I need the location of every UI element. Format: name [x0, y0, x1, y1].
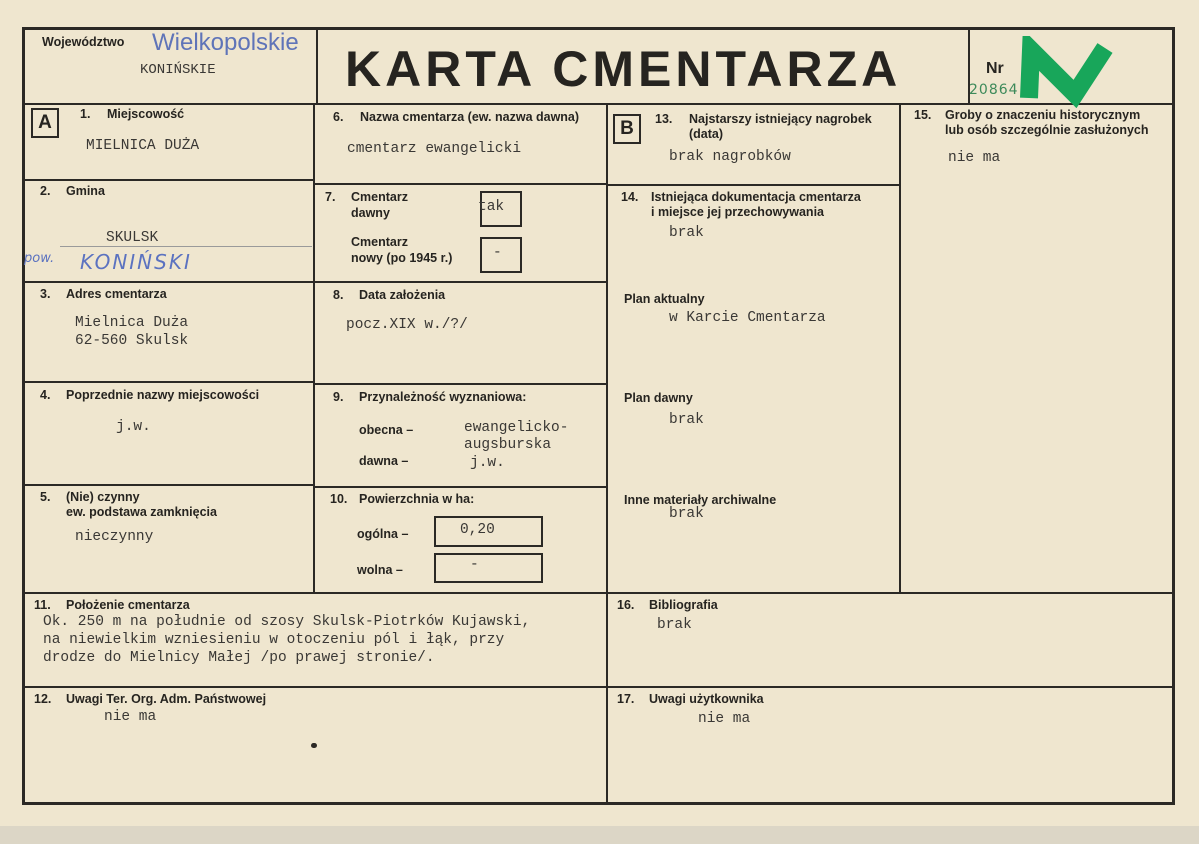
field-13-label-2: (data): [689, 127, 724, 141]
row-divider-col2-2: [314, 281, 607, 283]
field-13-value: brak nagrobków: [669, 149, 791, 165]
field-2-value: SKULSK: [106, 230, 159, 246]
field-9-former-value: j.w.: [470, 455, 505, 471]
field-10-number: 10.: [330, 492, 348, 506]
field-12-label: Uwagi Ter. Org. Adm. Państwowej: [66, 692, 267, 706]
field-9-current-label: obecna –: [359, 423, 414, 437]
field-7-new-label-2: nowy (po 1945 r.): [351, 251, 453, 265]
section-b-letter: B: [613, 114, 641, 144]
field-2-handwritten-underline: [60, 246, 312, 247]
field-9-former-label: dawna –: [359, 454, 409, 468]
field-14-label-2: i miejsce jej przechowywania: [651, 205, 824, 219]
field-17-value: nie ma: [698, 711, 751, 727]
field-2-number: 2.: [40, 184, 51, 198]
field-4-label: Poprzednie nazwy miejscowości: [66, 388, 260, 402]
field-7-old-label-1: Cmentarz: [351, 190, 408, 204]
field-11-number: 11.: [34, 598, 51, 612]
green-checkmark-icon: [1015, 36, 1125, 108]
field-11-label: Położenie cmentarza: [66, 598, 190, 612]
field-17-label: Uwagi użytkownika: [649, 692, 764, 706]
voivodeship-stamp: Wielkopolskie: [152, 29, 299, 56]
field-5-label-2: ew. podstawa zamknięcia: [66, 505, 217, 519]
plan-current-value: w Karcie Cmentarza: [669, 310, 826, 326]
field-11-line-2: na niewielkim wzniesieniu w otoczeniu pól i łąk, przy: [43, 632, 505, 648]
col-divider-3: [899, 103, 901, 593]
field-17-number: 17.: [617, 692, 635, 706]
field-2-handwritten-prefix: pow.: [24, 251, 55, 266]
field-9-current-value-1: ewangelicko-: [464, 420, 569, 436]
field-7-old-label-2: dawny: [351, 206, 390, 220]
field-2-handwritten-value: KONIŃSKI: [80, 250, 192, 274]
field-15-label-2: lub osób szczególnie zasłużonych: [945, 123, 1149, 137]
outer-border-left: [22, 27, 25, 805]
field-1-label: Miejscowość: [107, 107, 185, 121]
field-13-label-1: Najstarszy istniejący nagrobek: [689, 112, 872, 126]
row-divider-bottom-2: [22, 686, 1175, 688]
field-10-free-box: [434, 553, 543, 583]
field-11-line-1: Ok. 250 m na południe od szosy Skulsk-Piotrków Kujawski,: [43, 614, 531, 630]
field-16-value: brak: [657, 617, 692, 633]
field-14-label-1: Istniejąca dokumentacja cmentarza: [651, 190, 861, 204]
nr-label: Nr: [986, 60, 1004, 77]
plan-old-label: Plan dawny: [624, 391, 693, 405]
field-9-label: Przynależność wyznaniowa:: [359, 390, 527, 404]
field-3-number: 3.: [40, 287, 51, 301]
field-10-total-value: 0,20: [460, 522, 495, 538]
row-divider-col1-2: [22, 281, 314, 283]
field-10-total-label: ogólna –: [357, 527, 409, 541]
field-7-new-label-1: Cmentarz: [351, 235, 408, 249]
plan-old-value: brak: [669, 412, 704, 428]
field-6-number: 6.: [333, 110, 344, 124]
field-1-number: 1.: [80, 107, 91, 121]
field-6-value: cmentarz ewangelicki: [347, 141, 522, 157]
field-8-value: pocz.XIX w./?/: [346, 317, 468, 333]
card-title: KARTA CMENTARZA: [345, 41, 902, 97]
field-16-number: 16.: [617, 598, 635, 612]
section-a-letter: A: [31, 108, 59, 138]
field-7-number: 7.: [325, 190, 336, 204]
field-1-value: MIELNICA DUŻA: [86, 138, 200, 154]
field-15-number: 15.: [914, 108, 932, 122]
row-divider-col1-3: [22, 381, 314, 383]
field-4-number: 4.: [40, 388, 51, 402]
field-14-value: brak: [669, 225, 704, 241]
field-3-label: Adres cmentarza: [66, 287, 167, 301]
field-10-label: Powierzchnia w ha:: [359, 492, 475, 506]
field-6-label: Nazwa cmentarza (ew. nazwa dawna): [360, 110, 580, 124]
field-11-line-3: drodze do Mielnicy Małej /po prawej stronie/.: [43, 650, 435, 666]
field-9-current-value-2: augsburska: [464, 437, 552, 453]
field-8-number: 8.: [333, 288, 344, 302]
row-divider-col2-3: [314, 383, 607, 385]
nr-handwritten: 20864: [969, 82, 1019, 98]
row-divider-col1-1: [22, 179, 314, 181]
col-divider-1: [313, 103, 315, 593]
col-divider-2: [606, 103, 608, 803]
plan-current-label: Plan aktualny: [624, 292, 705, 306]
field-10-free-value: -: [470, 557, 479, 573]
field-14-number: 14.: [621, 190, 639, 204]
field-16-label: Bibliografia: [649, 598, 718, 612]
field-2-label: Gmina: [66, 184, 105, 198]
field-7-old-value: tak: [478, 199, 505, 215]
field-3-address-line1: Mielnica Duża: [75, 315, 189, 331]
field-8-label: Data założenia: [359, 288, 446, 302]
field-13-number: 13.: [655, 112, 673, 126]
field-5-label-1: (Nie) czynny: [66, 490, 140, 504]
scan-edge: [0, 826, 1199, 844]
field-3-address-line2: 62-560 Skulsk: [75, 333, 189, 349]
outer-border-right: [1172, 27, 1175, 805]
field-12-number: 12.: [34, 692, 52, 706]
row-divider-col3-1: [607, 184, 900, 186]
field-9-number: 9.: [333, 390, 344, 404]
row-divider-col2-4: [314, 486, 607, 488]
field-7-new-value: -: [493, 245, 502, 261]
field-15-label-1: Groby o znaczeniu historycznym: [945, 108, 1141, 122]
field-12-value: nie ma: [104, 709, 157, 725]
ink-dot: [311, 743, 317, 748]
row-divider-col2-1: [314, 183, 607, 185]
field-5-value: nieczynny: [75, 529, 154, 545]
field-15-value: nie ma: [948, 150, 1001, 166]
voivodeship-label: Województwo: [42, 35, 125, 49]
other-materials-value: brak: [669, 506, 704, 522]
header-divider: [22, 103, 1175, 105]
field-10-free-label: wolna –: [357, 563, 403, 577]
row-divider-col1-4: [22, 484, 314, 486]
field-5-number: 5.: [40, 490, 51, 504]
field-4-value: j.w.: [116, 419, 151, 435]
row-divider-bottom-1: [22, 592, 1175, 594]
outer-border-bottom: [22, 802, 1175, 805]
header-vline-1: [316, 27, 318, 105]
other-materials-label: Inne materiały archiwalne: [624, 493, 777, 507]
voivodeship-value: KONIŃSKIE: [140, 62, 216, 78]
